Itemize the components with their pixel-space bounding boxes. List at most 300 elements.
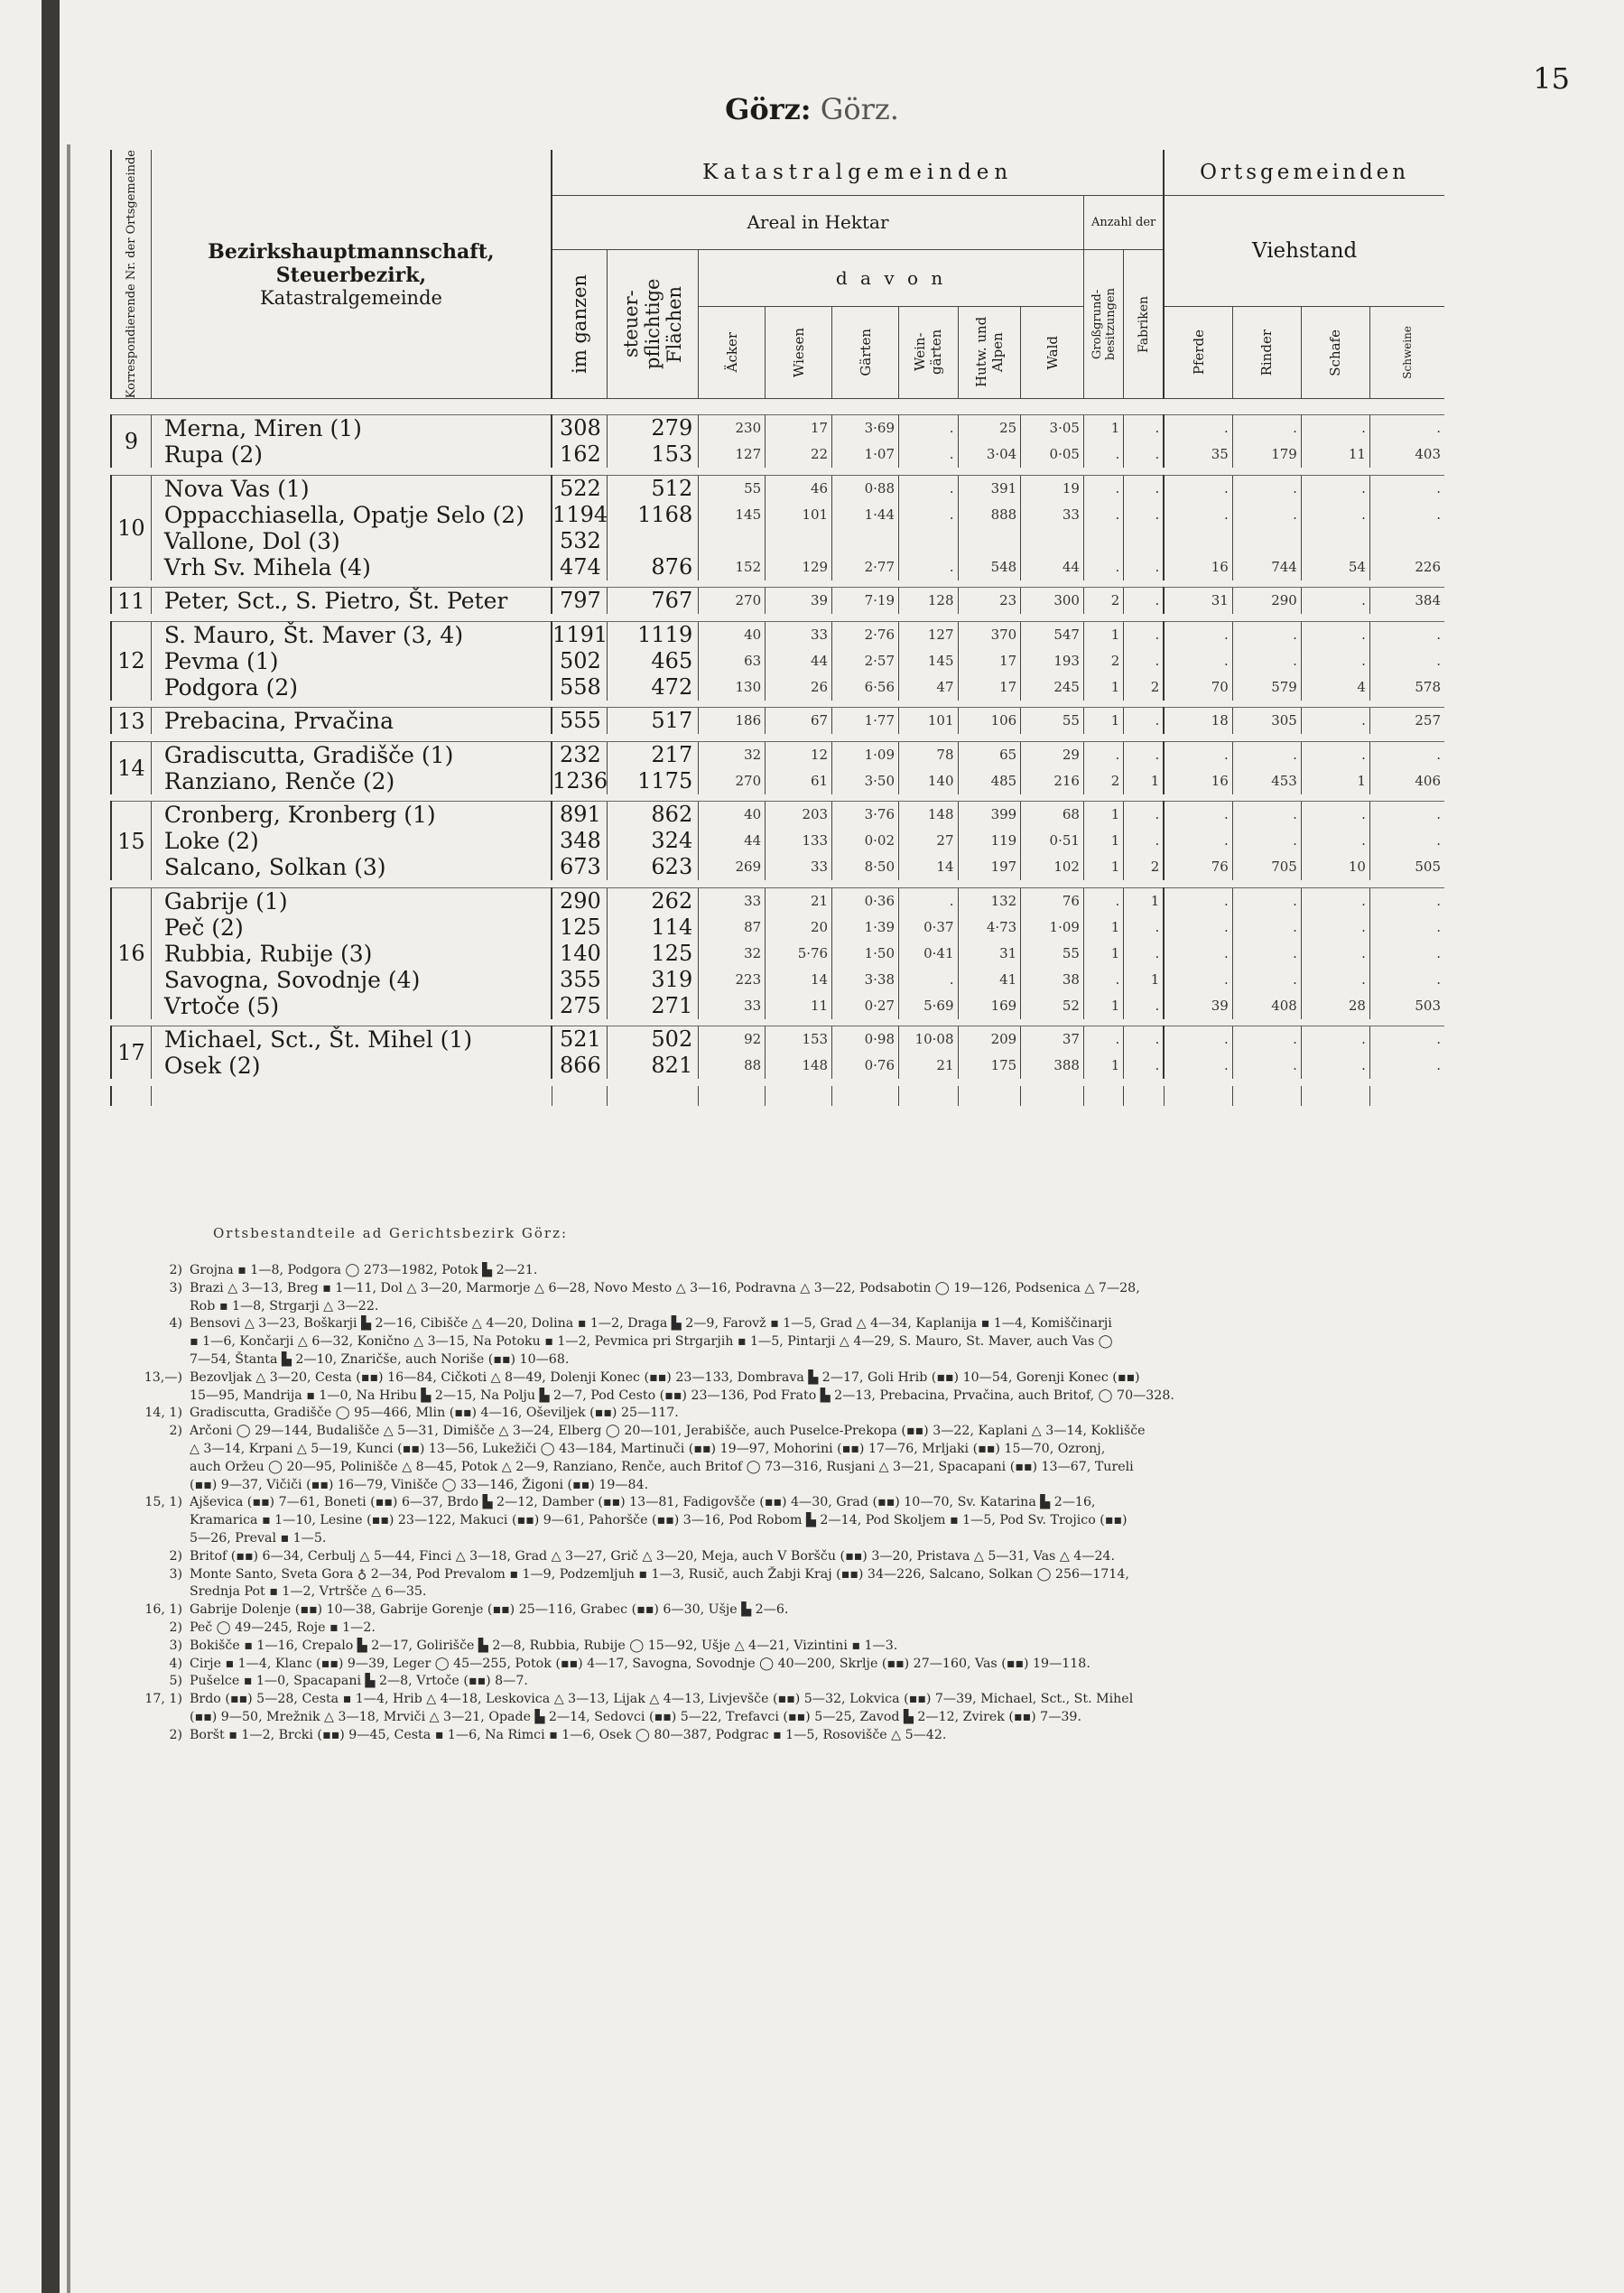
- footnote-key: 2): [169, 1548, 182, 1564]
- cell-großgrund-besitzungen: 1: [1083, 708, 1123, 735]
- footnote-text: Grojna ▪ 1—8, Podgora ◯ 273—1982, Potok ▙ 2—21.: [190, 1263, 538, 1277]
- cell-wein-gärten: 101: [899, 708, 958, 735]
- cell-hutw-und-alpen: 391: [958, 475, 1021, 502]
- cell-steuer-pflichtige-flächen: 262: [607, 887, 698, 914]
- cell-hutw-und-alpen: 31: [958, 941, 1021, 967]
- footnote-text: 15—95, Mandrija ▪ 1—0, Na Hribu ▙ 2—15, Na Polju ▙ 2—7, Pod Cesto (▪▪) 23—136, Pod Frato ▙ 2—13, Prebacina, Prvačina, auch Britof, ◯ 70—328.: [190, 1388, 1174, 1403]
- cell-großgrund-besitzungen: 1: [1083, 854, 1123, 880]
- header-davon: d a v o n: [699, 249, 1084, 306]
- cell-wiesen: 21: [766, 887, 832, 914]
- footnote-line: [119, 1494, 1455, 1512]
- table-row: [111, 941, 1444, 967]
- footnote-line: [119, 1477, 1455, 1495]
- footnote-key: 2): [169, 1424, 182, 1439]
- cell-schweine: .: [1369, 415, 1444, 442]
- footnote-text: Britof (▪▪) 6—34, Cerbulj △ 5—44, Finci △ 3—18, Grad △ 3—27, Grič △ 3—20, Meja, auch V Boršču (▪▪) 3—20, Pristava △ 5—31, Vas △ 4—24.: [190, 1548, 1116, 1564]
- cell-gärten: 3·69: [832, 415, 899, 442]
- cell-wiesen: 20: [766, 914, 832, 941]
- cell-schweine: .: [1369, 1053, 1444, 1079]
- cell-pferde: .: [1164, 967, 1232, 993]
- cell-wiesen: 22: [766, 441, 832, 468]
- ortsgemeinde-number: 15: [111, 802, 151, 881]
- table-row: [111, 854, 1444, 880]
- cell-im-ganzen: 502: [552, 648, 607, 674]
- cell-gärten: 1·44: [832, 502, 899, 528]
- cell-fabriken: .: [1124, 828, 1164, 854]
- cell-fabriken: .: [1124, 993, 1164, 1019]
- cell-steuer-pflichtige-flächen: 502: [607, 1026, 698, 1054]
- table-row: [111, 887, 1444, 914]
- cell-äcker: 33: [699, 887, 766, 914]
- footnote-text: Bokišče ▪ 1—16, Crepalo ▙ 2—17, Golirišče ▙ 2—8, Rubbia, Rubije ◯ 15—92, Ušje △ 4—21, Vizintini ▪ 1—3.: [190, 1638, 898, 1653]
- footnote-key: 2): [169, 1727, 182, 1742]
- cell-rinder: 579: [1232, 674, 1301, 701]
- cell-äcker: 33: [699, 993, 766, 1019]
- footnote-line: [119, 1530, 1455, 1548]
- table-row: [111, 554, 1444, 580]
- cell-gärten: 0·36: [832, 887, 899, 914]
- cell-großgrund-besitzungen: 1: [1083, 993, 1123, 1019]
- cell-äcker: 130: [699, 674, 766, 701]
- cell-äcker: 44: [699, 828, 766, 854]
- page-number: 15: [1533, 61, 1570, 96]
- footnote-text: Monte Santo, Sveta Gora ♁ 2—34, Pod Prevalom ▪ 1—9, Podzemljuh ▪ 1—3, Rusič, auch Žabji Kraj (▪▪) 34—226, Salcano, Solkan ◯ 256—1714,: [190, 1566, 1129, 1582]
- katastralgemeinde-name: Nova Vas (1): [151, 475, 552, 502]
- cell-rinder: 705: [1232, 854, 1301, 880]
- cell-wald: 102: [1021, 854, 1084, 880]
- cell-gärten: 7·19: [832, 588, 899, 615]
- cell-wald: 76: [1021, 887, 1084, 914]
- cell-rinder: .: [1232, 415, 1301, 442]
- cell-großgrund-besitzungen: 2: [1083, 768, 1123, 794]
- header-col-6: Hutw. und Alpen: [958, 306, 1021, 399]
- cell-wiesen: 133: [766, 828, 832, 854]
- table-row: [111, 475, 1444, 502]
- cell-gärten: 1·07: [832, 441, 899, 468]
- cell-wiesen: 153: [766, 1026, 832, 1054]
- table-row: [111, 828, 1444, 854]
- cell-wald: 29: [1021, 741, 1084, 768]
- cell-fabriken: 1: [1124, 967, 1164, 993]
- header-col-0: im ganzen: [552, 249, 607, 398]
- cell-im-ganzen: 521: [552, 1026, 607, 1054]
- cell-rinder: .: [1232, 1026, 1301, 1054]
- footnote-line: [119, 1262, 1455, 1280]
- cell-hutw-und-alpen: [958, 528, 1021, 554]
- cell-rinder: 408: [1232, 993, 1301, 1019]
- cell-hutw-und-alpen: 41: [958, 967, 1021, 993]
- cell-äcker: 32: [699, 741, 766, 768]
- cell-rinder: [1232, 528, 1301, 554]
- cell-steuer-pflichtige-flächen: 1119: [607, 621, 698, 648]
- cell-wein-gärten: .: [899, 502, 958, 528]
- cell-wald: 388: [1021, 1053, 1084, 1079]
- cell-wein-gärten: 148: [899, 802, 958, 829]
- footnote-text: Brdo (▪▪) 5—28, Cesta ▪ 1—4, Hrib △ 4—18, Leskovica △ 3—13, Lijak △ 4—13, Livjevšče (▪▪) 5—32, Lokvica (▪▪) 7—39, Michael, Sct., St. Mihel: [190, 1692, 1134, 1707]
- cell-wein-gärten: .: [899, 415, 958, 442]
- cell-wein-gärten: 47: [899, 674, 958, 701]
- cell-schafe: .: [1301, 828, 1369, 854]
- footnote-text: Cirje ▪ 1—4, Klanc (▪▪) 9—39, Leger ◯ 45—255, Potok (▪▪) 4—17, Savogna, Sovodnje ◯ 40—200, Skrlje (▪▪) 27—160, Vas (▪▪) 19—118.: [190, 1656, 1090, 1671]
- cell-rinder: .: [1232, 648, 1301, 674]
- cell-wald: 37: [1021, 1026, 1084, 1054]
- footnote-key: 13,—): [144, 1369, 182, 1385]
- footnote-text: Gabrije Dolenje (▪▪) 10—38, Gabrije Gorenje (▪▪) 25—116, Grabec (▪▪) 6—30, Ušje ▙ 2—6.: [190, 1602, 789, 1618]
- cell-pferde: .: [1164, 648, 1232, 674]
- cell-im-ganzen: 673: [552, 854, 607, 880]
- cell-äcker: 152: [699, 554, 766, 580]
- footnote-key: [119, 1512, 190, 1530]
- katastralgemeinde-name: S. Mauro, Št. Maver (3, 4): [151, 621, 552, 648]
- footnote-key: [119, 1530, 190, 1548]
- cell-fabriken: .: [1124, 1026, 1164, 1054]
- cell-fabriken: .: [1124, 648, 1164, 674]
- cell-wein-gärten: 0·37: [899, 914, 958, 941]
- header-col-2: Äcker: [699, 306, 766, 399]
- cell-fabriken: .: [1124, 441, 1164, 468]
- cell-wein-gärten: 5·69: [899, 993, 958, 1019]
- cell-äcker: 40: [699, 802, 766, 829]
- cell-wiesen: 12: [766, 741, 832, 768]
- katastralgemeinde-name: Vallone, Dol (3): [151, 528, 552, 554]
- cell-pferde: [1164, 528, 1232, 554]
- footnote-key: 3): [169, 1566, 182, 1582]
- cell-steuer-pflichtige-flächen: 767: [607, 588, 698, 615]
- cell-steuer-pflichtige-flächen: 279: [607, 415, 698, 442]
- footnote-key: 17, 1): [144, 1692, 182, 1707]
- cell-hutw-und-alpen: 4·73: [958, 914, 1021, 941]
- cell-rinder: 744: [1232, 554, 1301, 580]
- cell-steuer-pflichtige-flächen: 517: [607, 708, 698, 735]
- cell-im-ganzen: 797: [552, 588, 607, 615]
- cell-hutw-und-alpen: 23: [958, 588, 1021, 615]
- katastralgemeinde-name: Loke (2): [151, 828, 552, 854]
- cell-hutw-und-alpen: 175: [958, 1053, 1021, 1079]
- cell-im-ganzen: 532: [552, 528, 607, 554]
- footnote-key: [119, 1388, 190, 1406]
- header-col-9: Fabriken: [1124, 249, 1164, 398]
- header-col-10: Pferde: [1164, 306, 1232, 399]
- footnote-key: 3): [169, 1638, 182, 1653]
- cell-gärten: 0·02: [832, 828, 899, 854]
- header-col-5: Wein-gärten: [899, 306, 958, 399]
- cell-pferde: .: [1164, 828, 1232, 854]
- cell-wiesen: 44: [766, 648, 832, 674]
- cell-hutw-und-alpen: 399: [958, 802, 1021, 829]
- cell-wiesen: 101: [766, 502, 832, 528]
- cell-schweine: .: [1369, 1026, 1444, 1054]
- cell-hutw-und-alpen: 888: [958, 502, 1021, 528]
- cell-steuer-pflichtige-flächen: 1168: [607, 502, 698, 528]
- footnote-text: (▪▪) 9—50, Mrežnik △ 3—18, Mrviči △ 3—21, Opade ▙ 2—14, Sedovci (▪▪) 5—22, Trefavci (▪▪) 5—25, Zavod ▙ 2—12, Zvirek (▪▪) 7—39.: [190, 1709, 1081, 1724]
- cell-hutw-und-alpen: 132: [958, 887, 1021, 914]
- footnote-key: [119, 1333, 190, 1351]
- cell-rinder: .: [1232, 887, 1301, 914]
- ortsgemeinde-number: 12: [111, 621, 151, 701]
- cell-im-ganzen: 1194: [552, 501, 608, 527]
- cell-wein-gärten: 0·41: [899, 941, 958, 967]
- cell-schafe: 10: [1301, 854, 1369, 880]
- footnote-line: [119, 1441, 1455, 1459]
- katastralgemeinde-name: Ranziano, Renče (2): [151, 768, 552, 794]
- cell-steuer-pflichtige-flächen: 465: [607, 648, 698, 674]
- cell-wein-gärten: .: [899, 967, 958, 993]
- cell-wein-gärten: .: [899, 441, 958, 468]
- cell-im-ganzen: 866: [552, 1053, 607, 1079]
- cell-rinder: .: [1232, 828, 1301, 854]
- cell-wiesen: 129: [766, 554, 832, 580]
- cell-großgrund-besitzungen: 2: [1083, 648, 1123, 674]
- cell-hutw-und-alpen: 370: [958, 621, 1021, 648]
- footnote-line: [119, 1512, 1455, 1530]
- cell-pferde: 16: [1164, 554, 1232, 580]
- cell-gärten: 1·09: [832, 741, 899, 768]
- footer-title: Ortsbestandteile ad Gerichtsbezirk Görz:: [213, 1225, 569, 1241]
- footnote-key: [119, 1459, 190, 1477]
- cell-pferde: 39: [1164, 993, 1232, 1019]
- cell-rinder: .: [1232, 914, 1301, 941]
- cell-äcker: 270: [699, 588, 766, 615]
- katastralgemeinde-name: Rubbia, Rubije (3): [151, 941, 552, 967]
- cell-hutw-und-alpen: 119: [958, 828, 1021, 854]
- cell-schweine: 505: [1369, 854, 1444, 880]
- cell-fabriken: .: [1124, 554, 1164, 580]
- cell-äcker: 127: [699, 441, 766, 468]
- cell-schafe: .: [1301, 967, 1369, 993]
- cell-im-ganzen: 125: [552, 914, 607, 941]
- cell-wald: 216: [1021, 768, 1084, 794]
- cell-wald: 1·09: [1021, 914, 1084, 941]
- cell-großgrund-besitzungen: 1: [1083, 1053, 1123, 1079]
- cell-fabriken: 2: [1124, 854, 1164, 880]
- table-row: [111, 528, 1444, 554]
- table-row: [111, 441, 1444, 468]
- cell-schweine: .: [1369, 741, 1444, 768]
- header-col-7: Wald: [1021, 306, 1084, 399]
- cell-wein-gärten: .: [899, 475, 958, 502]
- cell-schweine: 503: [1369, 993, 1444, 1019]
- footnote-text: Arčoni ◯ 29—144, Budališče △ 5—31, Dimišče △ 3—24, Elberg ◯ 20—101, Jerabišče, auch Puselce-Prekopa (▪▪) 3—22, Kaplani △ 3—14, Kokliščе: [190, 1424, 1146, 1439]
- cell-im-ganzen: 522: [552, 475, 607, 502]
- cell-großgrund-besitzungen: 1: [1083, 415, 1123, 442]
- cell-wiesen: 33: [766, 621, 832, 648]
- cell-wiesen: 61: [766, 768, 832, 794]
- cell-schafe: .: [1301, 502, 1369, 528]
- katastralgemeinde-name: Podgora (2): [151, 674, 552, 701]
- cell-gärten: 1·50: [832, 941, 899, 967]
- cell-wiesen: 5·76: [766, 941, 832, 967]
- footnote-key: 3): [169, 1280, 182, 1295]
- katastralgemeinde-name: Pevma (1): [151, 648, 552, 674]
- footnote-text: Boršt ▪ 1—2, Brcki (▪▪) 9—45, Cesta ▪ 1—6, Na Rimci ▪ 1—6, Osek ◯ 80—387, Podgrac ▪ 1—5, Rosovišče △ 5—42.: [190, 1727, 947, 1742]
- cell-schafe: .: [1301, 914, 1369, 941]
- cell-fabriken: .: [1124, 588, 1164, 615]
- cell-großgrund-besitzungen: 1: [1083, 621, 1123, 648]
- cell-wald: 193: [1021, 648, 1084, 674]
- cell-pferde: 76: [1164, 854, 1232, 880]
- cell-rinder: 453: [1232, 768, 1301, 794]
- footnote-text: Peč ◯ 49—245, Roje ▪ 1—2.: [190, 1620, 376, 1635]
- cell-großgrund-besitzungen: .: [1083, 1026, 1123, 1054]
- cell-schweine: .: [1369, 621, 1444, 648]
- header-col-1: steuer-pflichtige Flächen: [607, 249, 698, 398]
- cell-gärten: 2·57: [832, 648, 899, 674]
- cell-schafe: .: [1301, 1053, 1369, 1079]
- cell-pferde: .: [1164, 941, 1232, 967]
- cell-pferde: 31: [1164, 588, 1232, 615]
- cell-äcker: 87: [699, 914, 766, 941]
- katastralgemeinde-name: Gradiscutta, Gradišče (1): [151, 741, 552, 768]
- cell-gärten: 2·76: [832, 621, 899, 648]
- cell-rinder: .: [1232, 621, 1301, 648]
- ortsgemeinde-number: 9: [111, 415, 151, 469]
- cell-großgrund-besitzungen: 1: [1083, 674, 1123, 701]
- katastralgemeinde-name: Michael, Sct., Št. Mihel (1): [151, 1026, 552, 1054]
- cell-schafe: 4: [1301, 674, 1369, 701]
- cell-steuer-pflichtige-flächen: [607, 528, 698, 554]
- cell-fabriken: .: [1124, 941, 1164, 967]
- cell-schafe: .: [1301, 588, 1369, 615]
- katastralgemeinde-name: Merna, Miren (1): [151, 415, 552, 442]
- cell-großgrund-besitzungen: 1: [1083, 802, 1123, 829]
- cell-gärten: 1·39: [832, 914, 899, 941]
- cell-im-ganzen: 290: [552, 887, 607, 914]
- cell-rinder: 179: [1232, 441, 1301, 468]
- footnote-line: [119, 1405, 1455, 1423]
- cell-großgrund-besitzungen: .: [1083, 441, 1123, 468]
- cell-schweine: 406: [1369, 768, 1444, 794]
- cell-großgrund-besitzungen: [1083, 528, 1123, 554]
- ortsgemeinde-number: 17: [111, 1026, 151, 1080]
- footnote-key: [119, 1298, 190, 1316]
- cell-im-ganzen: 275: [552, 993, 607, 1019]
- cell-schweine: 384: [1369, 588, 1444, 615]
- cell-pferde: .: [1164, 502, 1232, 528]
- cell-fabriken: .: [1124, 708, 1164, 735]
- footnote-line: [119, 1548, 1455, 1566]
- cell-großgrund-besitzungen: .: [1083, 741, 1123, 768]
- cell-hutw-und-alpen: 548: [958, 554, 1021, 580]
- cell-schafe: [1301, 528, 1369, 554]
- cell-im-ganzen: 355: [552, 967, 607, 993]
- cell-rinder: .: [1232, 1053, 1301, 1079]
- ortsgemeinde-number: 13: [111, 708, 151, 735]
- cell-äcker: 230: [699, 415, 766, 442]
- footnote-line: [119, 1727, 1455, 1745]
- cell-wiesen: 46: [766, 475, 832, 502]
- cell-schweine: .: [1369, 914, 1444, 941]
- header-viehstand: Viehstand: [1164, 195, 1444, 306]
- cell-pferde: .: [1164, 1026, 1232, 1054]
- cell-schafe: .: [1301, 475, 1369, 502]
- cell-äcker: 145: [699, 502, 766, 528]
- footnote-line: [119, 1620, 1455, 1638]
- header-col-11: Rinder: [1232, 306, 1301, 399]
- cell-äcker: 40: [699, 621, 766, 648]
- cell-pferde: 16: [1164, 768, 1232, 794]
- cell-im-ganzen: 348: [552, 828, 607, 854]
- cell-schweine: .: [1369, 502, 1444, 528]
- cell-steuer-pflichtige-flächen: 1175: [607, 768, 698, 794]
- cell-schweine: 226: [1369, 554, 1444, 580]
- cell-pferde: 18: [1164, 708, 1232, 735]
- ortsgemeinde-number: 10: [111, 475, 151, 580]
- footnote-key: 2): [169, 1263, 182, 1277]
- table-row: [111, 415, 1444, 442]
- cell-fabriken: .: [1124, 475, 1164, 502]
- cell-wein-gärten: [899, 528, 958, 554]
- footnote-line: [119, 1369, 1455, 1388]
- footnote-text: Kramarica ▪ 1—10, Lesine (▪▪) 23—122, Makuci (▪▪) 9—61, Pahoršče (▪▪) 3—16, Pod Robom ▙ 2—14, Pod Skoljem ▪ 1—5, Pod Sv. Trojico (▪▪): [190, 1513, 1128, 1528]
- cell-rinder: .: [1232, 741, 1301, 768]
- ortsgemeinde-number: 14: [111, 741, 151, 794]
- katastralgemeinde-name: Savogna, Sovodnje (4): [151, 967, 552, 993]
- cell-großgrund-besitzungen: .: [1083, 967, 1123, 993]
- footnote-key: [119, 1583, 190, 1601]
- cell-wald: 44: [1021, 554, 1084, 580]
- header-col-3: Wiesen: [766, 306, 832, 399]
- cell-steuer-pflichtige-flächen: 512: [607, 475, 698, 502]
- cell-wein-gärten: .: [899, 554, 958, 580]
- cell-großgrund-besitzungen: 1: [1083, 828, 1123, 854]
- cell-schafe: .: [1301, 802, 1369, 829]
- footnote-line: [119, 1351, 1455, 1369]
- cell-hutw-und-alpen: 197: [958, 854, 1021, 880]
- cell-wald: 55: [1021, 941, 1084, 967]
- table-row: [111, 1053, 1444, 1079]
- katastralgemeinde-name: Peter, Sct., S. Pietro, Št. Peter: [151, 588, 552, 615]
- footnote-text: Pušelce ▪ 1—0, Spacapani ▙ 2—8, Vrtoče (▪▪) 8—7.: [190, 1674, 528, 1689]
- cell-schafe: 54: [1301, 554, 1369, 580]
- footnote-key: 16, 1): [144, 1602, 182, 1618]
- cell-fabriken: [1124, 528, 1164, 554]
- cell-rinder: .: [1232, 941, 1301, 967]
- cell-im-ganzen: 474: [552, 554, 607, 580]
- footnote-line: [119, 1388, 1455, 1406]
- cell-wald: 0·51: [1021, 828, 1084, 854]
- cell-wein-gärten: 140: [899, 768, 958, 794]
- cell-großgrund-besitzungen: 1: [1083, 914, 1123, 941]
- cell-großgrund-besitzungen: .: [1083, 475, 1123, 502]
- footnote-text: Ajševica (▪▪) 7—61, Boneti (▪▪) 6—37, Brdo ▙ 2—12, Damber (▪▪) 13—81, Fadigovšče (▪▪) 4—30, Grad (▪▪) 10—70, Sv. Katarina ▙ 2—16,: [190, 1495, 1096, 1510]
- cell-gärten: 2·77: [832, 554, 899, 580]
- cell-äcker: 223: [699, 967, 766, 993]
- cell-fabriken: .: [1124, 621, 1164, 648]
- cell-im-ganzen: 162: [552, 441, 607, 468]
- table-row: [111, 1026, 1444, 1054]
- cell-großgrund-besitzungen: 2: [1083, 588, 1123, 615]
- footnote-key: [119, 1351, 190, 1369]
- header-kataster: Katastralgemeinden: [552, 150, 1164, 195]
- footnote-key: 4): [169, 1316, 182, 1332]
- cell-wald: 547: [1021, 621, 1084, 648]
- footnote-text: Bensovi △ 3—23, Boškarji ▙ 2—16, Cibišče △ 4—20, Dolina ▪ 1—2, Draga ▙ 2—9, Farovž ▪ 1—5, Grad △ 4—34, Kaplanija ▪ 1—4, Komiščinarji: [190, 1316, 1112, 1332]
- cell-gärten: 0·76: [832, 1053, 899, 1079]
- cell-fabriken: .: [1124, 1053, 1164, 1079]
- cell-äcker: 55: [699, 475, 766, 502]
- cell-schafe: .: [1301, 741, 1369, 768]
- cell-gärten: 1·77: [832, 708, 899, 735]
- footnote-line: [119, 1566, 1455, 1584]
- footnote-line: [119, 1423, 1455, 1441]
- cell-schafe: .: [1301, 621, 1369, 648]
- cell-pferde: .: [1164, 887, 1232, 914]
- cell-hutw-und-alpen: 3·04: [958, 441, 1021, 468]
- header-col-8: Großgrund-besitzungen: [1083, 249, 1123, 398]
- cell-wiesen: [766, 528, 832, 554]
- footnote-text: Brazi △ 3—13, Breg ▪ 1—11, Dol △ 3—20, Marmorje △ 6—28, Novo Mesto △ 3—16, Podravna △ 3—22, Podsabotin ◯ 19—126, Podsenica △ 7—28,: [190, 1280, 1140, 1295]
- katastralgemeinde-name: Osek (2): [151, 1053, 552, 1079]
